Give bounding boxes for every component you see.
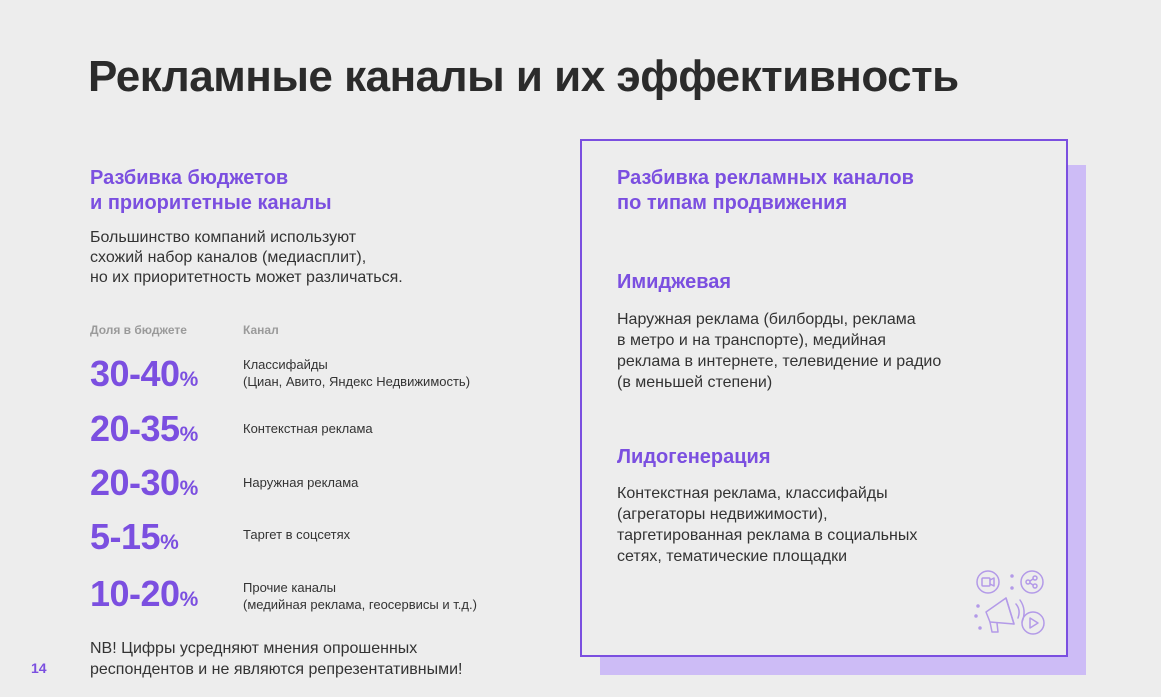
page-number: 14	[31, 660, 47, 676]
promotion-types-title-line2: по типам продвижения	[617, 192, 848, 214]
channel-name	[243, 356, 470, 390]
channel-name	[243, 526, 350, 543]
channel-name	[243, 579, 477, 613]
megaphone-media-icon	[972, 568, 1052, 640]
budget-row	[90, 409, 550, 459]
type-description-line: (агрегаторы недвижимости),	[617, 506, 828, 523]
budget-row	[90, 574, 550, 624]
promotion-types-title	[617, 166, 1017, 216]
budget-description-line2: схожий набор каналов (медиасплит),	[90, 249, 367, 266]
channel-name-line1: Контекстная реклама	[243, 421, 373, 436]
column-header-channel: Канал	[243, 323, 279, 337]
percent-sign: %	[160, 531, 179, 554]
percent-sign: %	[179, 477, 198, 500]
percent-sign: %	[179, 423, 198, 446]
budget-share	[90, 574, 198, 620]
channel-name-line1: Прочие каналы	[243, 580, 336, 595]
budget-row	[90, 463, 550, 513]
budget-share-range: 5-15	[90, 516, 161, 557]
budget-share	[90, 517, 178, 563]
budget-share-range: 20-35	[90, 408, 180, 449]
type-name-leadgen: Лидогенерация	[617, 446, 771, 468]
budget-share-range: 30-40	[90, 353, 180, 394]
type-description-line: (в меньшей степени)	[617, 374, 773, 391]
budget-description-line1: Большинство компаний используют	[90, 229, 357, 246]
channel-name-line2: (медийная реклама, геосервисы и т.д.)	[243, 597, 477, 612]
nb-disclaimer-line2: респондентов и не являются репрезентативными!	[90, 661, 463, 678]
page-title: Рекламные каналы и их эффективность	[88, 52, 959, 101]
budget-share	[90, 354, 198, 400]
channel-name-line1: Наружная реклама	[243, 475, 359, 490]
type-description-line: Наружная реклама (билборды, реклама	[617, 311, 916, 328]
budget-row	[90, 354, 550, 404]
channel-name-line1: Таргет в соцсетях	[243, 527, 351, 542]
nb-disclaimer	[90, 638, 560, 680]
budget-description	[90, 228, 470, 288]
budget-share	[90, 463, 198, 509]
type-name-image: Имиджевая	[617, 271, 732, 293]
budget-row	[90, 517, 550, 567]
channel-name	[243, 420, 373, 437]
budget-section-title-line2: и приоритетные каналы	[90, 192, 332, 214]
type-description-line: реклама в интернете, телевидение и радио	[617, 353, 942, 370]
promotion-types-title-line1: Разбивка рекламных каналов	[617, 167, 914, 189]
type-description-line: таргетированная реклама в социальных	[617, 527, 918, 544]
percent-sign: %	[179, 368, 198, 391]
budget-share-range: 10-20	[90, 573, 180, 614]
budget-section-title-line1: Разбивка бюджетов	[90, 167, 289, 189]
budget-share	[90, 409, 198, 455]
channel-name-line2: (Циан, Авито, Яндекс Недвижимость)	[243, 374, 471, 389]
nb-disclaimer-line1: NB! Цифры усредняют мнения опрошенных	[90, 640, 418, 657]
channel-name-line1: Классифайды	[243, 357, 328, 372]
type-description-leadgen	[617, 483, 1037, 567]
budget-section-title	[90, 166, 420, 216]
column-header-share: Доля в бюджете	[90, 323, 187, 337]
type-description-line: Контекстная реклама, классифайды	[617, 485, 888, 502]
percent-sign: %	[179, 588, 198, 611]
budget-share-range: 20-30	[90, 462, 180, 503]
budget-description-line3: но их приоритетность может различаться.	[90, 269, 403, 286]
type-description-line: в метро и на транспорте), медийная	[617, 332, 886, 349]
type-description-line: сетях, тематические площадки	[617, 548, 848, 565]
type-description-image	[617, 309, 1037, 393]
channel-name	[243, 474, 358, 491]
